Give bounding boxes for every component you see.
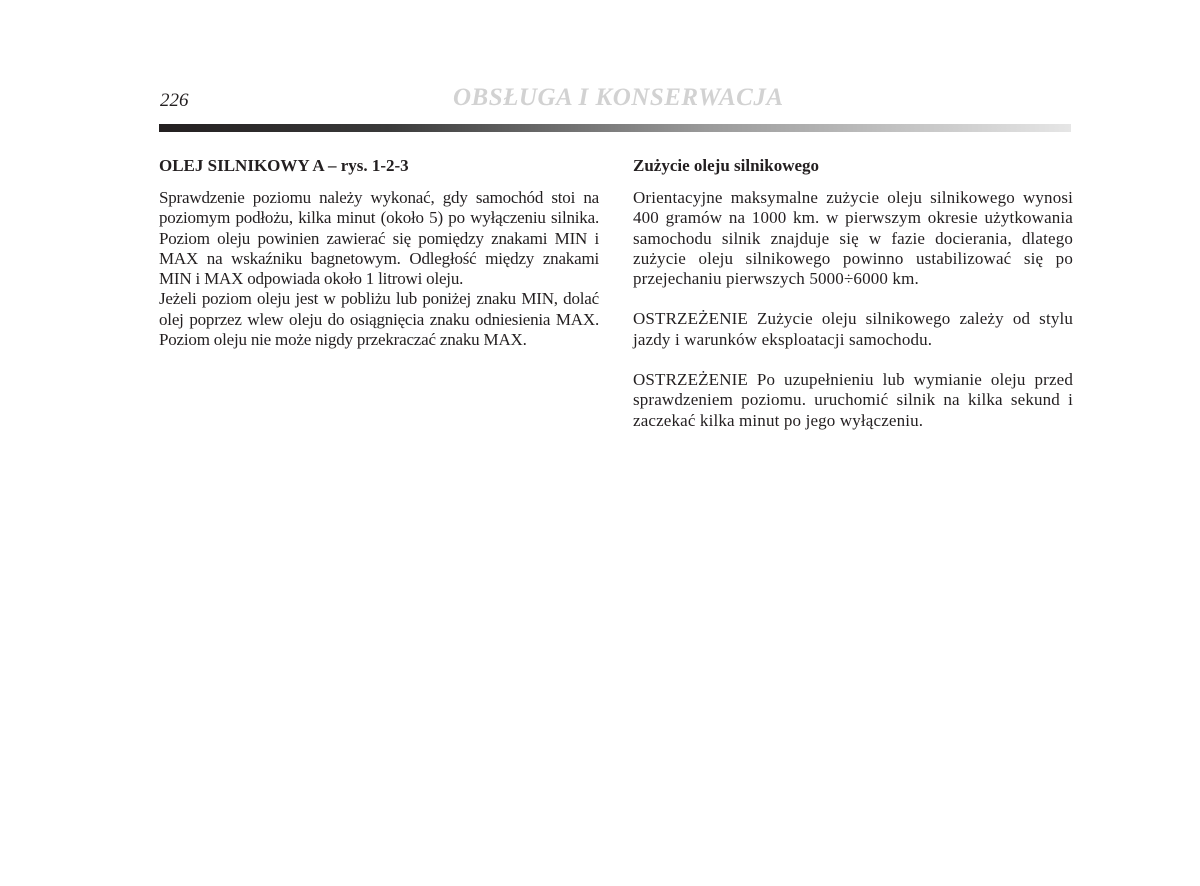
- subsection-heading: Zużycie oleju silnikowego: [633, 156, 820, 175]
- body-paragraph: Jeżeli poziom oleju jest w pobliżu lub poniżej znaku MIN, dolać olej poprzez wlew oleju do osiągnięcia znaku odniesienia MAX. Poziom oleju nie może nigdy przekraczać znaku MAX.: [159, 289, 599, 350]
- body-paragraph: Orientacyjne maksymalne zużycie oleju silnikowego wynosi 400 gramów na 1000 km. w pierwszym okresie użytkowania samochodu silnik znajduje się w fazie docierania, dlatego zużycie oleju silnikowego powinno ustabilizować się po przejechaniu pierwszych 5000÷6000 km.: [633, 188, 1073, 289]
- section-heading: OLEJ SILNIKOWY A – rys. 1-2-3: [159, 156, 409, 175]
- paragraph-gap: [633, 350, 1073, 370]
- section-title: OBSŁUGA I KONSERWACJA: [453, 84, 784, 111]
- right-column: [633, 156, 1073, 431]
- left-column: [159, 156, 599, 350]
- paragraph-gap: [633, 289, 1073, 309]
- body-paragraph: Sprawdzenie poziomu należy wykonać, gdy samochód stoi na poziomym podłożu, kilka minut (około 5) po wyłączeniu silnika. Poziom oleju powinien zawierać się pomiędzy znakami MIN i MAX na wskaźniku bagnetowym. Odległość między znakami MIN i MAX odpowiada około 1 litrowi oleju.: [159, 188, 599, 289]
- header-rule: [159, 124, 1071, 132]
- warning-note: OSTRZEŻENIE Zużycie oleju silnikowego zależy od stylu jazdy i warunków eksploatacji samochodu.: [633, 309, 1073, 349]
- warning-note: OSTRZEŻENIE Po uzupełnieniu lub wymianie oleju przed sprawdzeniem poziomu. uruchomić silnik na kilka sekund i zaczekać kilka minut po jego wyłączeniu.: [633, 370, 1073, 430]
- page-number: 226: [160, 90, 189, 111]
